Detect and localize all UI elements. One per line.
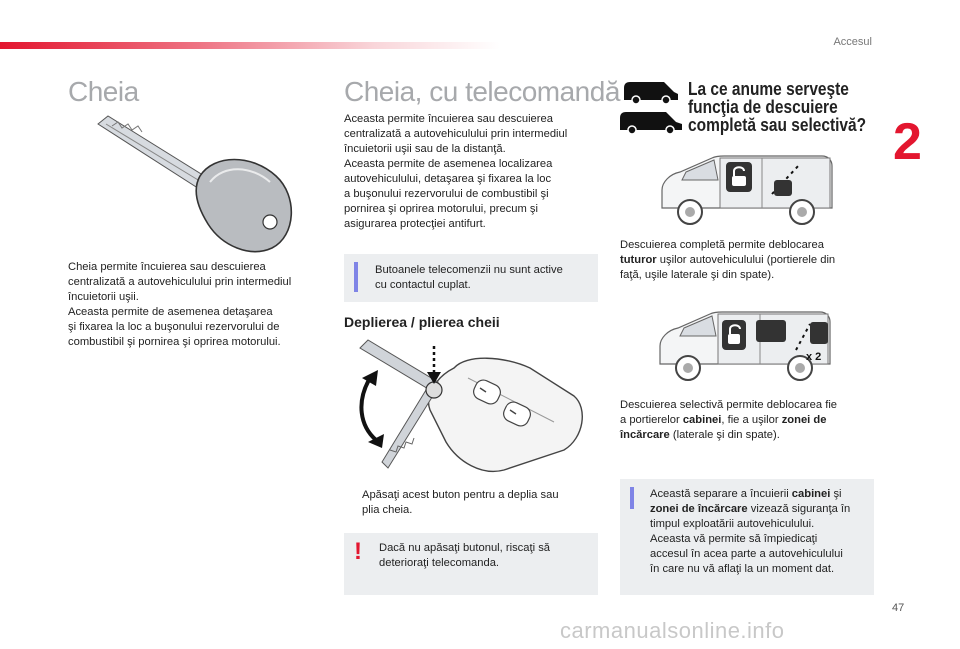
info-box-buttons-inactive bbox=[344, 254, 598, 302]
info-box-separation bbox=[620, 479, 874, 595]
full-unlock-line: tuturor uşilor autovehiculului (portierele din bbox=[620, 254, 836, 266]
unfolded-blade bbox=[382, 390, 434, 468]
remote-key-line: a buşonului rezervorului de combustibil şi bbox=[344, 188, 549, 200]
remote-key-line: încuietorii uşii sau de la distanţă. bbox=[344, 143, 506, 155]
question-line: completă sau selectivă? bbox=[688, 115, 867, 135]
info-icon bbox=[630, 487, 634, 509]
watermark-text: carmanualsonline.info bbox=[560, 618, 785, 643]
rear-door-icon bbox=[774, 180, 792, 196]
cargo-door-icon bbox=[756, 320, 786, 342]
remote-key-line: Aceasta permite de asemenea localizarea bbox=[344, 158, 553, 170]
question-line: funcţia de descuiere bbox=[688, 97, 838, 117]
cargo-unlock-icon bbox=[810, 322, 828, 344]
long-van-icon bbox=[620, 112, 682, 134]
key-description-line: şi fixarea la loc a buşonului rezervorului de bbox=[68, 321, 280, 333]
full-unlock-line: faţă, uşile laterale şi din spate). bbox=[620, 269, 775, 281]
key-title: Cheia bbox=[68, 76, 139, 107]
key-description-line: Cheia permite încuierea sau descuierea bbox=[68, 261, 266, 273]
step-line: plia cheia. bbox=[362, 504, 413, 516]
fold-key-subtitle: Deplierea / plierea cheii bbox=[344, 314, 500, 330]
key-illustration bbox=[92, 112, 302, 262]
warning-icon: ! bbox=[354, 538, 362, 565]
key-description bbox=[68, 260, 291, 350]
remote-key-description bbox=[344, 112, 567, 232]
section-title: Accesul bbox=[833, 36, 872, 48]
info-icon bbox=[354, 262, 358, 292]
info-text-line: Butoanele telecomenzii nu sunt active bbox=[375, 264, 563, 276]
remote-key-title: Cheia, cu telecomandă bbox=[344, 76, 620, 107]
remote-key-body bbox=[429, 358, 583, 471]
info-text-line: cu contactul cuplat. bbox=[375, 279, 471, 291]
step-instruction bbox=[344, 488, 559, 518]
full-unlock-line: Descuierea completă permite deblocarea bbox=[620, 239, 824, 251]
key-head bbox=[196, 160, 291, 252]
separation-line: timpul exploatării autovehiculului. bbox=[650, 518, 815, 530]
separation-line: zonei de încărcare vizează siguranţa în bbox=[650, 503, 851, 515]
warning-box bbox=[344, 533, 598, 595]
separation-line: în care nu vă aflaţi la un moment dat. bbox=[650, 563, 835, 575]
remote-key-line: pornirea şi oprirea motorului, precum şi bbox=[344, 203, 538, 215]
remote-key-line: Aceasta permite încuierea sau descuierea bbox=[344, 113, 553, 125]
key-description-line: combustibil şi pornirea şi oprirea motorului. bbox=[68, 336, 281, 348]
header-accent-bar bbox=[0, 42, 500, 49]
page-number: 47 bbox=[892, 602, 905, 614]
feature-question bbox=[688, 80, 895, 134]
key-description-line: Aceasta permite de asemenea detaşarea bbox=[68, 306, 273, 318]
short-van-icon bbox=[624, 82, 678, 104]
warning-text-line: Dacă nu apăsaţi butonul, riscaţi să bbox=[379, 542, 551, 554]
press-twice-label: x 2 bbox=[806, 351, 822, 363]
full-unlock-description bbox=[620, 238, 835, 283]
key-blade bbox=[98, 116, 214, 192]
full-unlock-van-illustration bbox=[652, 150, 836, 230]
chapter-number: 2 bbox=[893, 113, 922, 171]
separation-line: accesul în acea parte a autovehiculului bbox=[650, 548, 843, 560]
selective-unlock-van-illustration bbox=[650, 306, 834, 386]
remote-key-line: asigurarea protecţiei antifurt. bbox=[344, 218, 486, 230]
selective-unlock-line: a portierelor cabinei, fie a uşilor zonei de bbox=[620, 414, 827, 426]
selective-unlock-line: încărcare (laterale şi din spate). bbox=[620, 429, 780, 441]
van-icons bbox=[618, 78, 684, 136]
rotate-arrow-icon bbox=[361, 378, 376, 440]
selective-unlock-line: Descuierea selectivă permite deblocarea fie bbox=[620, 399, 838, 411]
remote-key-illustration bbox=[354, 338, 594, 476]
warning-text-line: deterioraţi telecomanda. bbox=[379, 557, 500, 569]
key-description-line: încuietorii uşii. bbox=[68, 291, 139, 303]
selective-unlock-description bbox=[620, 398, 837, 443]
remote-key-line: centralizată a autovehiculului prin intermediul bbox=[344, 128, 568, 140]
fold-release-button bbox=[426, 382, 442, 398]
separation-line: Aceasta vă permite să împiedicaţi bbox=[650, 533, 818, 545]
step-line: Apăsaţi acest buton pentru a deplia sau bbox=[362, 489, 559, 501]
separation-line: Această separare a încuierii cabinei şi bbox=[650, 488, 842, 500]
remote-key-line: autovehiculului, detaşarea şi fixarea la loc bbox=[344, 173, 552, 185]
key-description-line: centralizată a autovehiculului prin intermediul bbox=[68, 276, 292, 288]
question-line: La ce anume serveşte bbox=[688, 79, 849, 99]
